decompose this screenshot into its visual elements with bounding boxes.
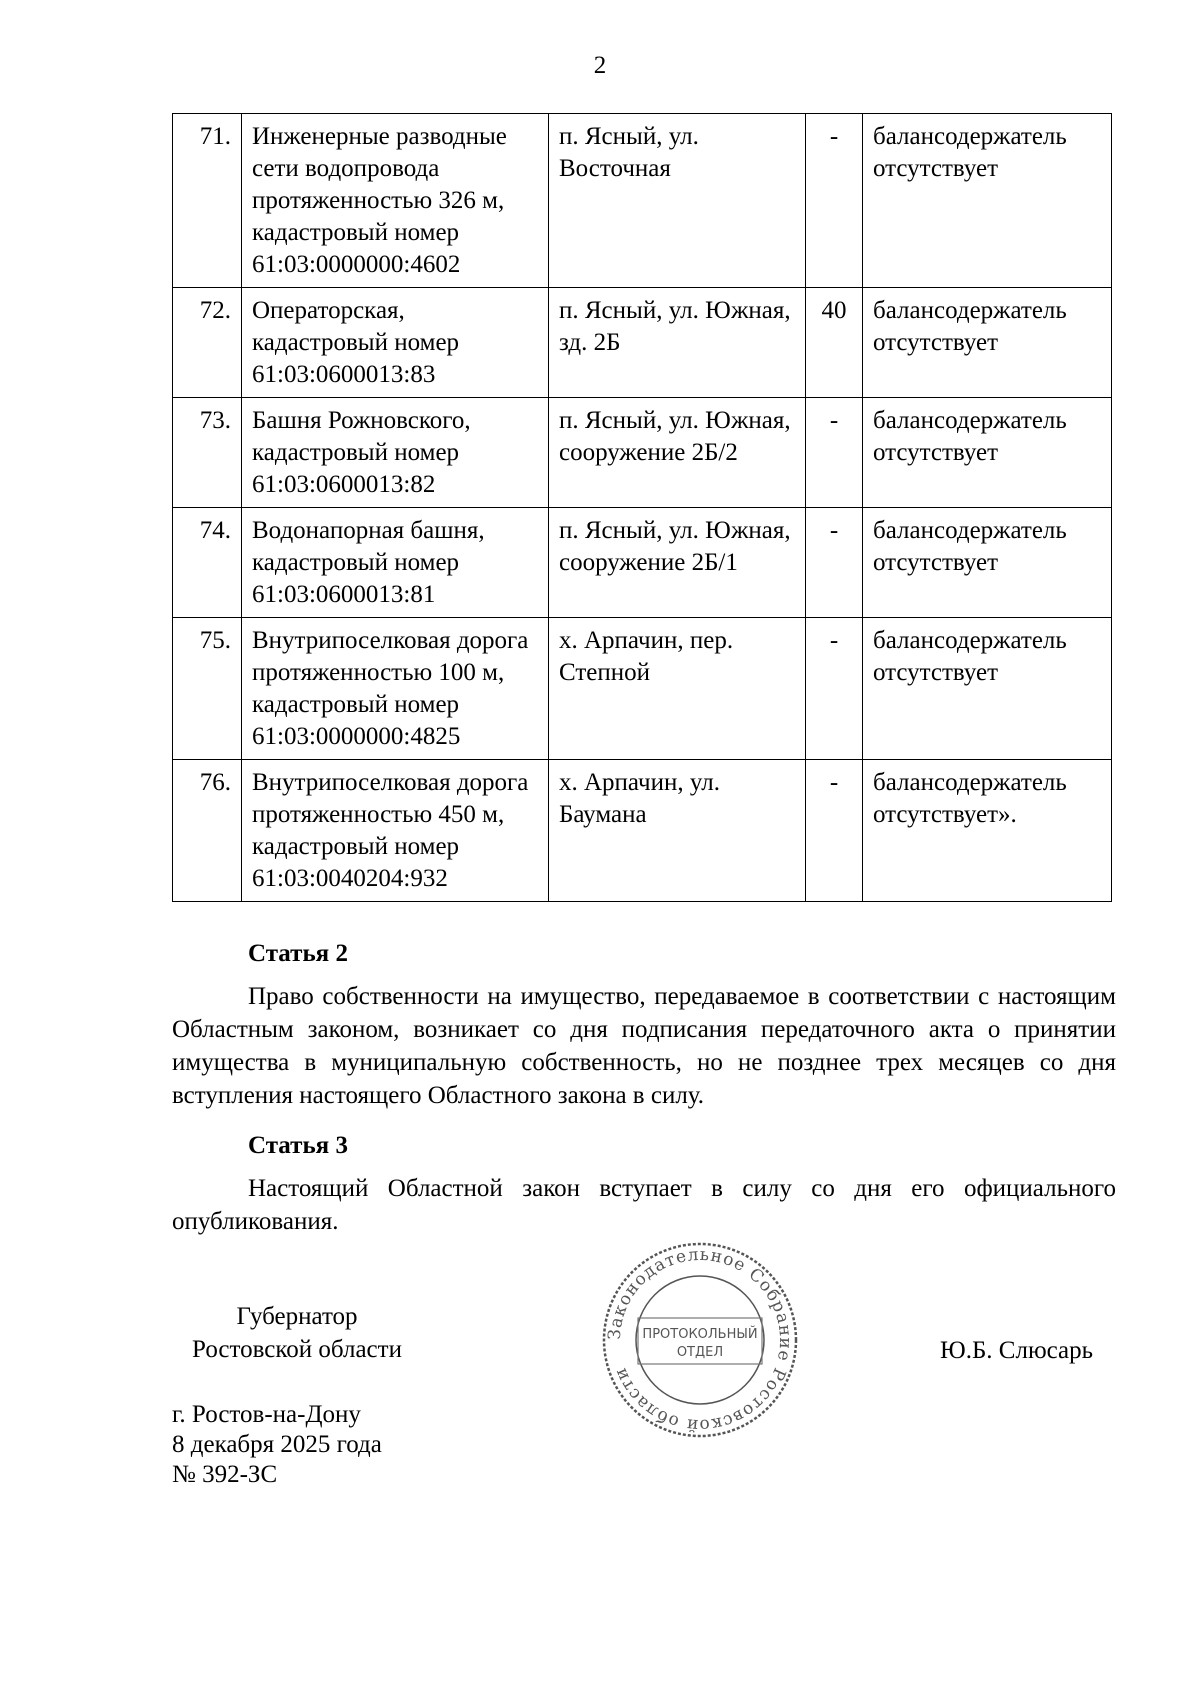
object-name: Инженерные разводные сети водопровода протяженностью 326 м, кадастровый номер 61:03:0000000:4602 (242, 114, 549, 288)
object-address: п. Ясный, ул. Южная, сооружение 2Б/1 (549, 508, 806, 618)
table-row (173, 114, 1112, 288)
object-address: х. Арпачин, пер. Степной (549, 618, 806, 760)
property-table (172, 113, 1112, 902)
row-number: 76. (173, 760, 242, 902)
balance-holder: балансодержатель отсутствует (863, 508, 1112, 618)
table-row (173, 508, 1112, 618)
object-area: - (806, 760, 863, 902)
object-area: 40 (806, 288, 863, 398)
object-address: п. Ясный, ул. Южная, зд. 2Б (549, 288, 806, 398)
article-3-heading: Статья 3 (248, 1132, 348, 1159)
signatory-title (172, 1300, 422, 1366)
stamp-inner-line-2: ОТДЕЛ (676, 1345, 724, 1360)
object-area: - (806, 114, 863, 288)
balance-holder: балансодержатель отсутствует (863, 618, 1112, 760)
object-name: Операторская, кадастровый номер 61:03:0600013:83 (242, 288, 549, 398)
law-date: 8 декабря 2025 года (172, 1431, 382, 1458)
article-3-text: Настоящий Областной закон вступает в силу со дня его официального опубликования. (172, 1175, 1116, 1235)
row-number: 74. (173, 508, 242, 618)
object-area: - (806, 398, 863, 508)
object-name: Внутрипоселковая дорога протяженностью 450 м, кадастровый номер 61:03:0040204:932 (242, 760, 549, 902)
stamp-inner-line-1: ПРОТОКОЛЬНЫЙ (642, 1327, 758, 1342)
city: г. Ростов-на-Дону (172, 1401, 361, 1428)
table-row (173, 398, 1112, 508)
signatory-title-line-2: Ростовской области (192, 1336, 402, 1363)
object-area: - (806, 618, 863, 760)
row-number: 71. (173, 114, 242, 288)
row-number: 72. (173, 288, 242, 398)
table-row (173, 618, 1112, 760)
object-name: Внутрипоселковая дорога протяженностью 100 м, кадастровый номер 61:03:0000000:4825 (242, 618, 549, 760)
official-stamp (600, 1240, 800, 1440)
page-number: 2 (593, 52, 607, 79)
table-row (173, 288, 1112, 398)
stamp-outer-text: Законодательное Собрание Ростовской области (604, 1244, 796, 1436)
place-and-date (172, 1400, 382, 1490)
object-name: Башня Рожновского, кадастровый номер 61:03:0600013:82 (242, 398, 549, 508)
table-row (173, 760, 1112, 902)
object-name: Водонапорная башня, кадастровый номер 61:03:0600013:81 (242, 508, 549, 618)
balance-holder: балансодержатель отсутствует (863, 288, 1112, 398)
signatory-name: Ю.Б. Слюсарь (940, 1337, 1094, 1364)
signatory-title-line-1: Губернатор (236, 1303, 358, 1330)
article-2-text: Право собственности на имущество, передаваемое в соответствии с настоящим Областным законом, возникает со дня подписания передаточного акта о принятии имущества в муниципальную собственность, но не позднее трех месяцев со дня вступления настоящего Областного закона в силу. (172, 983, 1116, 1109)
article-2-heading: Статья 2 (248, 940, 348, 967)
object-address: п. Ясный, ул. Южная, сооружение 2Б/2 (549, 398, 806, 508)
balance-holder: балансодержатель отсутствует (863, 398, 1112, 508)
object-address: х. Арпачин, ул. Баумана (549, 760, 806, 902)
balance-holder: балансодержатель отсутствует (863, 114, 1112, 288)
law-number: № 392-ЗС (172, 1461, 278, 1488)
row-number: 75. (173, 618, 242, 760)
row-number: 73. (173, 398, 242, 508)
balance-holder: балансодержатель отсутствует». (863, 760, 1112, 902)
object-address: п. Ясный, ул. Восточная (549, 114, 806, 288)
object-area: - (806, 508, 863, 618)
